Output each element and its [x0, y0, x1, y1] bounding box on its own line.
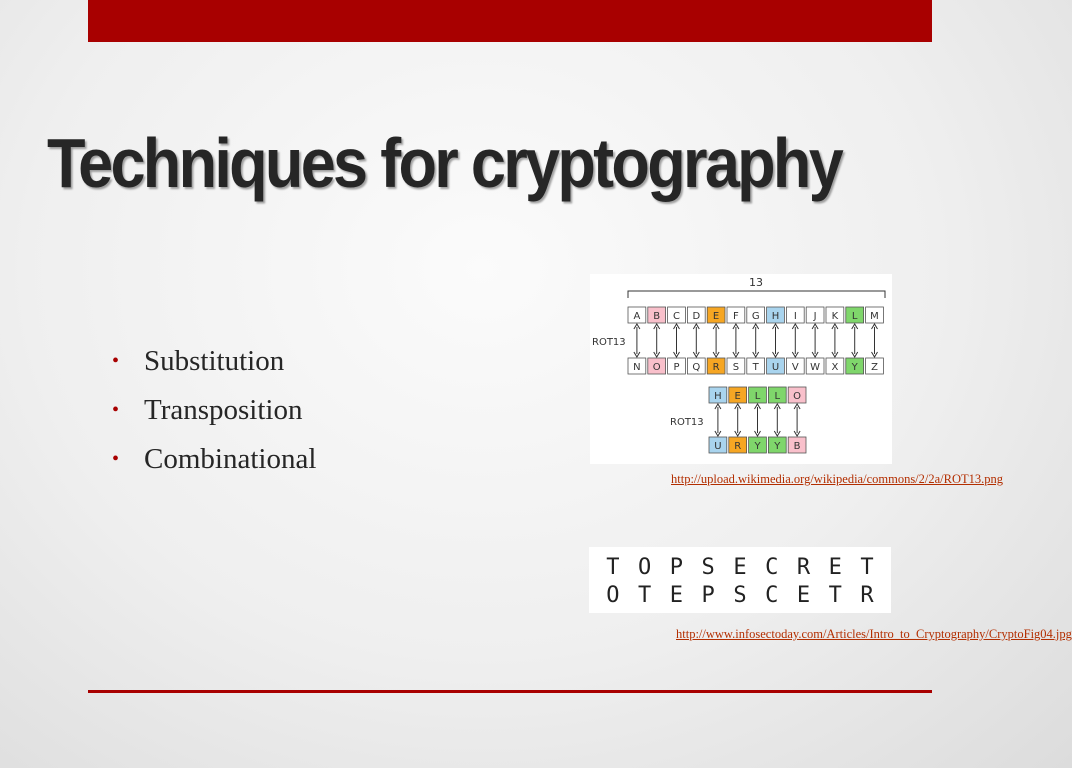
alphabet-top-letter: H: [771, 311, 780, 322]
alphabet-bottom-letter: Q: [692, 362, 701, 373]
alphabet-bottom-letter: O: [652, 362, 661, 373]
word-plain-letter: E: [734, 391, 741, 402]
alphabet-top-letter: I: [793, 311, 797, 322]
ciphertext-letter: O: [606, 583, 620, 608]
rot13-diagram: [590, 274, 892, 464]
rot13-source-link[interactable]: http://upload.wikimedia.org/wikipedia/commons/2/2a/ROT13.png: [671, 472, 1004, 486]
transposition-image: [589, 547, 891, 613]
plaintext-letter: S: [701, 555, 715, 580]
alphabet-bottom-letter: W: [810, 362, 821, 373]
bullet-item: [112, 336, 316, 385]
word-plain-letter: O: [793, 391, 802, 402]
alphabet-bottom-letter: Y: [851, 362, 858, 373]
alphabet-bottom-letter: S: [732, 362, 740, 373]
rot13-side-label: ROT13: [592, 337, 626, 348]
ciphertext-letter: T: [828, 583, 842, 608]
bullet-icon: •: [112, 398, 120, 421]
word-cipher-letter: R: [734, 441, 742, 452]
transposition-source-link[interactable]: http://www.infosectoday.com/Articles/Intro_to_Cryptography/CryptoFig04.jpg: [676, 627, 1072, 641]
rot13-diagram-svg: [590, 274, 892, 464]
plaintext-letter: T: [860, 555, 874, 580]
bullet-text: Combinational: [144, 442, 317, 475]
word-plain-letter: L: [774, 391, 781, 402]
alphabet-bottom-letter: R: [712, 362, 720, 373]
ciphertext-letter: R: [860, 583, 874, 608]
alphabet-top-letter: L: [851, 311, 858, 322]
transposition-ciphertext-row: [589, 583, 891, 608]
alphabet-bottom-letter: X: [831, 362, 839, 373]
alphabet-bottom-letter: V: [791, 362, 799, 373]
word-cipher-letter: Y: [754, 441, 761, 452]
alphabet-bottom-letter: P: [673, 362, 680, 373]
alphabet-top-letter: G: [751, 311, 760, 322]
bullet-list: [112, 336, 316, 483]
word-cipher-letter: B: [793, 441, 801, 452]
bullet-item: [112, 385, 316, 434]
alphabet-top-letter: B: [653, 311, 661, 322]
alphabet-bottom-letter: T: [752, 362, 759, 373]
alphabet-top-letter: F: [733, 311, 739, 322]
bullet-text: Transposition: [144, 393, 303, 426]
plaintext-letter: O: [638, 555, 652, 580]
alphabet-top-letter: K: [831, 311, 839, 322]
ciphertext-letter: S: [733, 583, 747, 608]
word-rot13-label: ROT13: [670, 417, 704, 428]
bullet-icon: •: [112, 447, 120, 470]
slide-title: Techniques for cryptography: [47, 124, 842, 202]
alphabet-bottom-letter: U: [771, 362, 780, 373]
alphabet-top-letter: E: [712, 311, 720, 322]
alphabet-top-letter: M: [870, 311, 879, 322]
ciphertext-letter: E: [796, 583, 811, 608]
word-plain-letter: L: [754, 391, 761, 402]
shift-bracket: [628, 291, 885, 298]
transposition-plaintext-row: [589, 555, 891, 580]
alphabet-top-letter: C: [673, 311, 680, 322]
top-accent-bar: [88, 0, 932, 42]
plaintext-letter: P: [669, 555, 684, 580]
ciphertext-letter: T: [638, 583, 652, 608]
bullet-icon: •: [112, 349, 120, 372]
ciphertext-letter: P: [701, 583, 715, 608]
shift-label: 13: [749, 276, 763, 289]
word-plain-letter: H: [714, 391, 722, 402]
word-cipher-letter: U: [714, 441, 722, 452]
bullet-text: Substitution: [144, 344, 285, 377]
bullet-item: [112, 434, 316, 483]
plaintext-letter: E: [733, 555, 747, 580]
bottom-divider: [88, 690, 932, 693]
alphabet-top-letter: J: [813, 311, 817, 322]
alphabet-top-letter: A: [633, 311, 641, 322]
alphabet-bottom-letter: N: [633, 362, 641, 373]
ciphertext-letter: C: [765, 583, 779, 608]
plaintext-letter: E: [828, 555, 842, 580]
plaintext-letter: R: [796, 555, 811, 580]
alphabet-top-letter: D: [692, 311, 701, 322]
ciphertext-letter: E: [669, 583, 684, 608]
word-cipher-letter: Y: [774, 441, 781, 452]
alphabet-bottom-letter: Z: [871, 362, 878, 373]
plaintext-letter: C: [765, 555, 779, 580]
plaintext-letter: T: [606, 555, 620, 580]
